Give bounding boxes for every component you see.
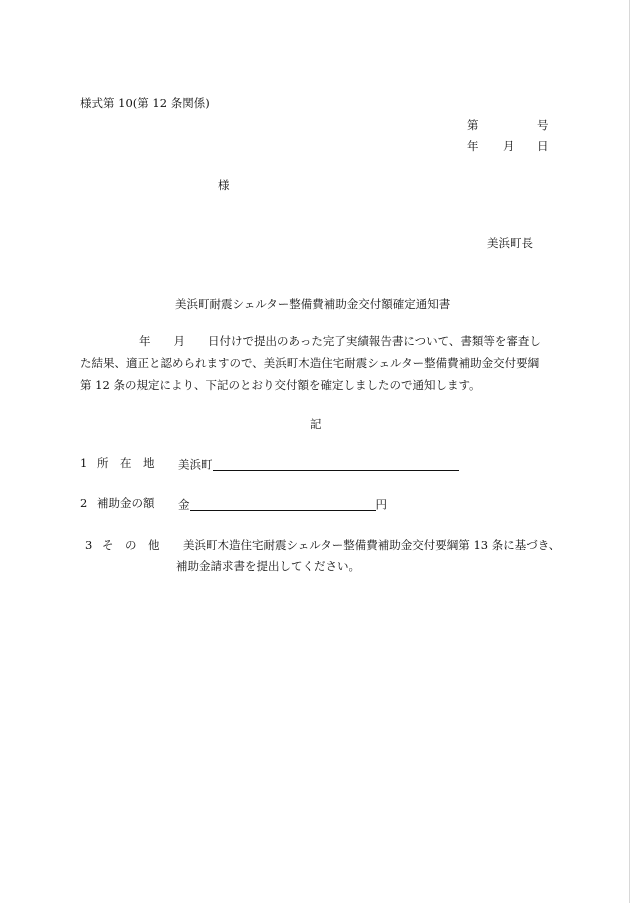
- item-1-prefix: 美浜町: [178, 457, 213, 472]
- body-month: 月: [173, 334, 185, 348]
- amount-underline: [190, 498, 376, 511]
- ki-heading: 記: [310, 417, 322, 431]
- body-year: 年: [139, 334, 151, 348]
- item-3-line-2: 補助金請求書を提出してください。: [176, 559, 360, 573]
- date-month: 月: [503, 139, 515, 153]
- document-title: 美浜町耐震シェルター整備費補助金交付額確定通知書: [175, 297, 451, 311]
- body-line-3: 第 12 条の規定により、下記のとおり交付額を確定しましたので通知します。: [80, 378, 481, 392]
- item-3-number: 3: [85, 538, 93, 552]
- item-2-label: 補助金の額: [97, 496, 155, 510]
- item-2-suffix: 円: [375, 497, 387, 512]
- date-day: 日: [537, 139, 549, 153]
- item-1-value: [178, 458, 459, 471]
- item-1-label: 所 在 地: [97, 456, 155, 470]
- form-number: 様式第 10(第 12 条関係): [80, 96, 210, 110]
- address-underline: [213, 458, 459, 471]
- doc-number-prefix: 第: [467, 118, 479, 132]
- body-line-2: た結果、適正と認められますので、美浜町木造住宅耐震シェルター整備費補助金交付要綱: [80, 356, 540, 370]
- item-2-prefix: 金: [178, 497, 190, 512]
- item-1-number: 1: [80, 456, 88, 470]
- body-line-1: [80, 336, 541, 348]
- item-3-line-1: 美浜町木造住宅耐震シェルター整備費補助金交付要綱第 13 条に基づき、: [183, 538, 561, 552]
- doc-number-suffix: 号: [537, 118, 549, 132]
- addressee-suffix: 様: [218, 178, 230, 192]
- item-2-number: 2: [80, 496, 88, 510]
- issuer-name: 美浜町長: [487, 236, 533, 250]
- date-year: 年: [467, 139, 479, 153]
- item-3-label: そ の 他: [102, 538, 160, 552]
- body-line-1-text: 日付けで提出のあった完了実績報告書について、書類等を審査し: [208, 334, 541, 348]
- item-2-value: [178, 498, 387, 511]
